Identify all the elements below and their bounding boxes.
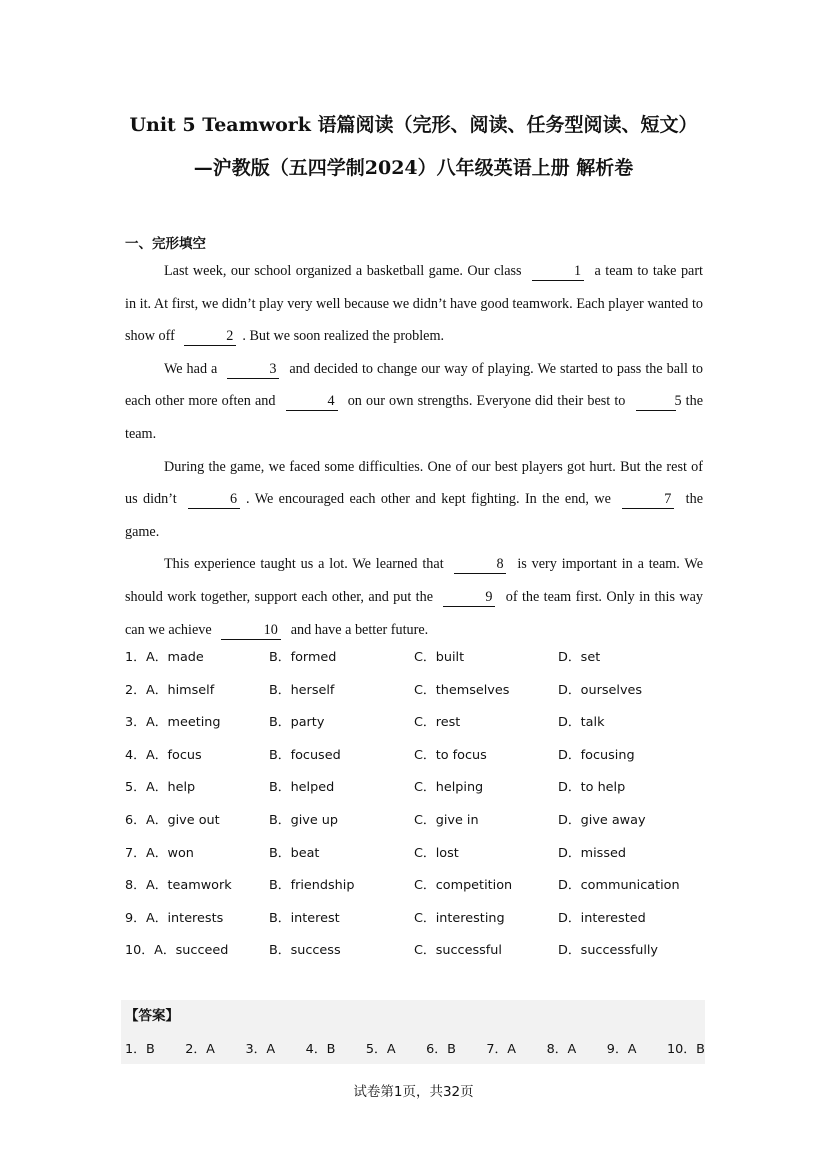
option-text: A．made bbox=[145, 650, 204, 665]
passage-text: on our own strengths. Everyone did their best to bbox=[343, 393, 630, 410]
blank-6: 6 bbox=[188, 491, 240, 509]
option-b: B．interest bbox=[269, 910, 340, 926]
option-text: A．give out bbox=[145, 812, 220, 828]
answer-item: 9．A bbox=[606, 1042, 637, 1057]
blank-8: 8 bbox=[454, 556, 506, 574]
option-b: B．beat bbox=[269, 845, 320, 861]
answer-item: 4．B bbox=[305, 1042, 336, 1057]
page-footer: 试卷第1页，共32页 bbox=[353, 1084, 474, 1100]
option-b: B．success bbox=[269, 943, 341, 959]
option-b: B．helped bbox=[269, 780, 335, 796]
passage-text: of the team first. Only in this way can we achieve bbox=[125, 588, 703, 638]
option-b: B．party bbox=[269, 715, 325, 731]
option-text: A．himself bbox=[145, 682, 215, 698]
passage-text: During the game, we faced some difficulties. One of our best players got hurt. But the rest of us didn’t bbox=[125, 458, 703, 508]
passage-paragraph bbox=[125, 353, 703, 451]
option-a bbox=[125, 935, 228, 968]
option-a bbox=[125, 675, 214, 708]
passage-text: a team to take part in it. At first, we didn’t play very well because we didn’t have good teamwork. Each player wanted to show off bbox=[125, 263, 704, 345]
question-number: 9． bbox=[125, 910, 146, 926]
question-row bbox=[125, 772, 703, 805]
option-c: C．built bbox=[414, 650, 465, 665]
option-b: B．herself bbox=[269, 682, 335, 698]
option-a bbox=[125, 903, 223, 936]
option-b: B．give up bbox=[269, 812, 339, 828]
blank-5: 5 bbox=[636, 393, 676, 411]
option-c: C．helping bbox=[414, 780, 484, 796]
answer-label: 【答案】 bbox=[125, 1008, 179, 1024]
answer-item: 10．B bbox=[667, 1042, 705, 1057]
question-options-list bbox=[125, 642, 703, 968]
option-c: C．lost bbox=[414, 845, 459, 861]
passage-text: is very important in a team. We should work together, support each other, and put the bbox=[125, 556, 703, 605]
option-d: D．ourselves bbox=[558, 682, 643, 698]
blank-7: 7 bbox=[622, 491, 674, 509]
option-a bbox=[125, 772, 195, 805]
document-title-line-1: Unit 5 Teamwork 语篇阅读（完形、阅读、任务型阅读、短文） bbox=[129, 114, 698, 136]
option-b: B．formed bbox=[269, 650, 337, 665]
question-number: 4． bbox=[125, 747, 146, 763]
option-text: A．focus bbox=[145, 747, 202, 763]
question-row bbox=[125, 707, 703, 740]
question-row bbox=[125, 805, 703, 838]
passage-paragraph bbox=[125, 548, 703, 646]
blank-9: 9 bbox=[443, 589, 495, 607]
question-number: 1． bbox=[125, 650, 146, 665]
blank-2: 2 bbox=[184, 328, 236, 346]
question-row bbox=[125, 935, 703, 968]
option-d: D．to help bbox=[558, 780, 626, 796]
passage-paragraph bbox=[125, 451, 703, 549]
blank-3: 3 bbox=[227, 361, 279, 379]
answer-item: 1．B bbox=[125, 1042, 155, 1057]
option-d: D．talk bbox=[558, 715, 605, 731]
option-d: D．successfully bbox=[558, 943, 659, 959]
option-text: A．interests bbox=[145, 910, 224, 926]
option-a bbox=[125, 870, 232, 903]
option-d: D．focusing bbox=[558, 747, 635, 763]
section-heading: 一、完形填空 bbox=[125, 236, 206, 252]
option-a bbox=[125, 707, 221, 740]
option-text: A．succeed bbox=[154, 943, 229, 959]
passage-text: This experience taught us a lot. We learned that bbox=[164, 556, 449, 573]
option-d: D．missed bbox=[558, 845, 627, 861]
passage-text: the game. bbox=[125, 491, 703, 540]
blank-1: 1 bbox=[532, 263, 584, 281]
option-c: C．interesting bbox=[414, 910, 505, 926]
option-b: B．friendship bbox=[269, 878, 355, 894]
option-b: B．focused bbox=[269, 747, 341, 763]
passage-text: the team. bbox=[125, 393, 703, 442]
question-number: 2． bbox=[125, 682, 146, 698]
passage-text: We had a bbox=[164, 360, 222, 377]
option-text: A．teamwork bbox=[145, 878, 232, 894]
answer-item: 3．A bbox=[245, 1042, 276, 1057]
option-c: C．give in bbox=[414, 812, 479, 828]
question-row bbox=[125, 870, 703, 903]
passage-text: Last week, our school organized a basketball game. Our class bbox=[164, 263, 527, 279]
option-a bbox=[125, 740, 202, 773]
passage-text: . We encouraged each other and kept fighting. In the end, we bbox=[246, 491, 617, 508]
option-text: A．won bbox=[145, 845, 194, 861]
option-text: A．meeting bbox=[145, 715, 221, 731]
blank-4: 4 bbox=[286, 393, 338, 411]
blank-10: 10 bbox=[221, 622, 281, 640]
question-number: 10． bbox=[125, 943, 155, 959]
question-number: 6． bbox=[125, 812, 146, 828]
question-row bbox=[125, 740, 703, 773]
option-d: D．give away bbox=[558, 812, 646, 828]
option-a bbox=[125, 805, 220, 838]
question-row bbox=[125, 642, 703, 675]
option-c: C．rest bbox=[414, 715, 461, 731]
answer-item: 2．A bbox=[185, 1042, 215, 1057]
document-title-line-2: —沪教版（五四学制2024）八年级英语上册 解析卷 bbox=[193, 157, 634, 179]
option-a bbox=[125, 642, 204, 675]
answer-item: 6．B bbox=[426, 1042, 456, 1057]
question-row bbox=[125, 903, 703, 936]
question-row bbox=[125, 675, 703, 708]
answer-list bbox=[125, 1038, 705, 1057]
option-c: C．successful bbox=[414, 943, 502, 959]
option-c: C．themselves bbox=[414, 682, 510, 698]
option-d: D．set bbox=[558, 650, 601, 665]
passage-text: and decided to change our way of playing. We started to pass the ball to each other more often and bbox=[125, 360, 703, 410]
option-d: D．communication bbox=[558, 878, 680, 894]
question-row bbox=[125, 838, 703, 871]
question-number: 3． bbox=[125, 715, 146, 731]
option-c: C．competition bbox=[414, 878, 513, 894]
question-number: 5． bbox=[125, 780, 146, 796]
answer-item: 7．A bbox=[486, 1042, 517, 1057]
question-number: 8． bbox=[125, 878, 146, 894]
passage-text: . But we soon realized the problem. bbox=[242, 328, 445, 345]
question-number: 7． bbox=[125, 845, 146, 861]
passage-text: and have a better future. bbox=[287, 621, 429, 638]
answer-item: 8．A bbox=[546, 1042, 577, 1057]
option-c: C．to focus bbox=[414, 747, 487, 763]
option-a bbox=[125, 838, 194, 871]
cloze-passage bbox=[125, 255, 703, 646]
option-d: D．interested bbox=[558, 910, 646, 926]
passage-paragraph bbox=[125, 255, 703, 353]
answer-item: 5．A bbox=[365, 1042, 396, 1057]
option-text: A．help bbox=[145, 780, 196, 796]
